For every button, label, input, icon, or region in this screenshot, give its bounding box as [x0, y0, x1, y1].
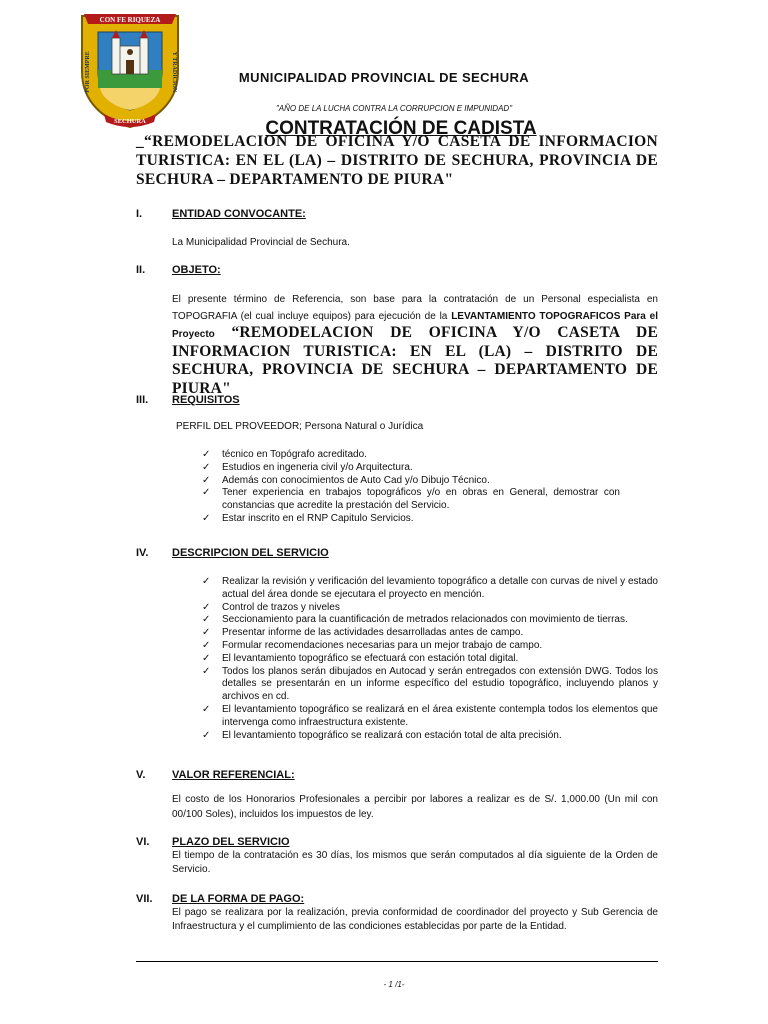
- section-6-text: El tiempo de la contratación es 30 días, los mismos que serán computados al día siguiente de la Orden de Servicio.: [172, 850, 658, 875]
- section-7-text: El pago se realizara por la realización, previa conformidad de coordinador del proyecto y Sub Gerencia de Infraestructura y el cumplimiento de las condiciones establecidas por parte de la Entidad.: [172, 907, 658, 932]
- check-icon: ✓: [202, 487, 211, 499]
- list-item-text: Control de trazos y niveles: [222, 601, 340, 613]
- list-item: [198, 666, 658, 704]
- section-3-title: REQUISITOS: [172, 394, 240, 406]
- crest-top-text: CON FE RIQUEZA: [99, 16, 161, 24]
- section-1-text: La Municipalidad Provincial de Sechura.: [172, 237, 350, 248]
- section-3-number: III.: [136, 394, 149, 406]
- check-icon: ✓: [202, 449, 211, 460]
- list-item: [198, 487, 620, 513]
- list-item: [198, 627, 658, 640]
- objective-text-b: LEVANTAMIENTO TOPOGRAFICOS Para el Proyecto: [172, 310, 658, 340]
- municipality-name: MUNICIPALIDAD PROVINCIAL DE SECHURA: [238, 70, 530, 85]
- footer-divider: [136, 961, 658, 962]
- list-item: [198, 614, 658, 627]
- objective-project-name: “REMODELACION DE OFICINA Y/O CASETA DE INFORMACION TURISTICA: EN EL (LA) – DISTRITO DE SECHURA, PROVINCIA DE SECHURA – DEPARTAMENTO DE PIURA": [172, 324, 658, 397]
- list-item: [198, 653, 658, 666]
- list-item-text: técnico en Topógrafo acreditado.: [222, 449, 367, 460]
- list-item: [198, 640, 658, 653]
- check-icon: ✓: [202, 729, 211, 741]
- check-icon: ✓: [202, 461, 211, 473]
- check-icon: ✓: [202, 474, 211, 486]
- check-icon: ✓: [202, 601, 211, 613]
- check-icon: ✓: [202, 652, 211, 664]
- list-item: [198, 462, 620, 475]
- check-icon: ✓: [202, 703, 211, 715]
- list-item: [198, 513, 620, 526]
- check-icon: ✓: [202, 576, 211, 587]
- section-2-number: II.: [136, 264, 146, 276]
- check-icon: ✓: [202, 627, 211, 639]
- list-item-text: Todos los planos serán dibujados en Autocad y serán entregados con extensión DWG. Todos los detalles se presentarán en un informe específico del estudio topográfico, incluyendo planos y archivos en cd.: [222, 665, 658, 703]
- service-description-list: [198, 576, 658, 742]
- list-item: [198, 730, 658, 743]
- crest-bottom-text: SECHURA: [114, 118, 146, 125]
- list-item: [198, 576, 658, 602]
- section-5-number: V.: [136, 769, 146, 781]
- section-5-title: VALOR REFERENCIAL:: [172, 769, 295, 781]
- list-item-text: El levantamiento topográfico se realizará con estación total de alta precisión.: [222, 729, 562, 741]
- check-icon: ✓: [202, 614, 211, 626]
- list-item-text: Además con conocimientos de Auto Cad y/o Dibujo Técnico.: [222, 474, 490, 486]
- objective-text-a: El presente término de Referencia, son base para la contratación de un Personal especialista en TOPOGRAFIA (el cual incluye equipos) para ejecución de la: [172, 294, 658, 322]
- section-7-number: VII.: [136, 893, 153, 905]
- list-item-text: El levantamiento topográfico se efectuará con estación total digital.: [222, 652, 519, 664]
- list-item: [198, 449, 620, 462]
- list-item: [198, 475, 620, 488]
- section-7-title: DE LA FORMA DE PAGO:: [172, 893, 305, 905]
- section-1-title: ENTIDAD CONVOCANTE:: [172, 208, 306, 220]
- project-title: _“REMODELACION DE OFICINA Y/O CASETA DE INFORMACION TURISTICA: EN EL (LA) – DISTRITO DE SECHURA, PROVINCIA DE SECHURA – DEPARTAMENTO DE PIURA": [136, 133, 658, 188]
- section-4-number: IV.: [136, 547, 149, 559]
- section-5-text: El costo de los Honorarios Profesionales a percibir por labores a realizar es de S/. 1,000.00 (Un mil con 00/100 Soles), incluidos los impuestos de ley.: [172, 794, 658, 820]
- section-1-number: I.: [136, 208, 143, 220]
- list-item: [198, 704, 658, 730]
- list-item: [198, 602, 658, 615]
- crest-right-text: Y TRADICION: [171, 51, 177, 93]
- list-item-text: Tener experiencia en trabajos topográficos y/o en obras en General, demostrar con constancias que acredite la prestación del Servicio.: [222, 487, 620, 512]
- section-6-number: VI.: [136, 836, 150, 848]
- page-number: - 1 /1-: [383, 980, 405, 989]
- year-motto: "AÑO DE LA LUCHA CONTRA LA CORRUPCION E IMPUNIDAD": [275, 104, 513, 113]
- check-icon: ✓: [202, 665, 211, 677]
- section-6-title: PLAZO DEL SERVICIO: [172, 836, 290, 848]
- section-4-title: DESCRIPCION DEL SERVICIO: [172, 547, 329, 559]
- page-title: CONTRATACIÓN DE CADISTA: [265, 118, 537, 139]
- list-item-text: Presentar informe de las actividades desarrolladas antes de campo.: [222, 627, 524, 639]
- list-item-text: Estar inscrito en el RNP Capitulo Servicios.: [222, 512, 414, 524]
- list-item-text: Estudios en ingeneria civil y/o Arquitectura.: [222, 461, 413, 473]
- check-icon: ✓: [202, 512, 211, 524]
- requirements-list: [198, 449, 620, 526]
- list-item-text: El levantamiento topográfico se realizará en el área existente contempla todos los elementos que intervenga como infraestructura existente.: [222, 703, 658, 728]
- list-item-text: Realizar la revisión y verificación del levamiento topográfico a detalle con curvas de nivel y estado actual del área donde se ejecutara el proyecto en mención.: [222, 576, 658, 600]
- list-item-text: Seccionamiento para la cuantificación de metrados relacionados con movimiento de tierras.: [222, 614, 628, 626]
- check-icon: ✓: [202, 639, 211, 651]
- section-2-title: OBJETO:: [172, 264, 221, 276]
- supplier-profile: PERFIL DEL PROVEEDOR; Persona Natural o Jurídica: [176, 421, 424, 432]
- section-2-text: [172, 292, 658, 399]
- list-item-text: Formular recomendaciones necesarias para un mejor trabajo de campo.: [222, 639, 543, 651]
- crest-left-text: POR SIEMPRE: [85, 51, 91, 93]
